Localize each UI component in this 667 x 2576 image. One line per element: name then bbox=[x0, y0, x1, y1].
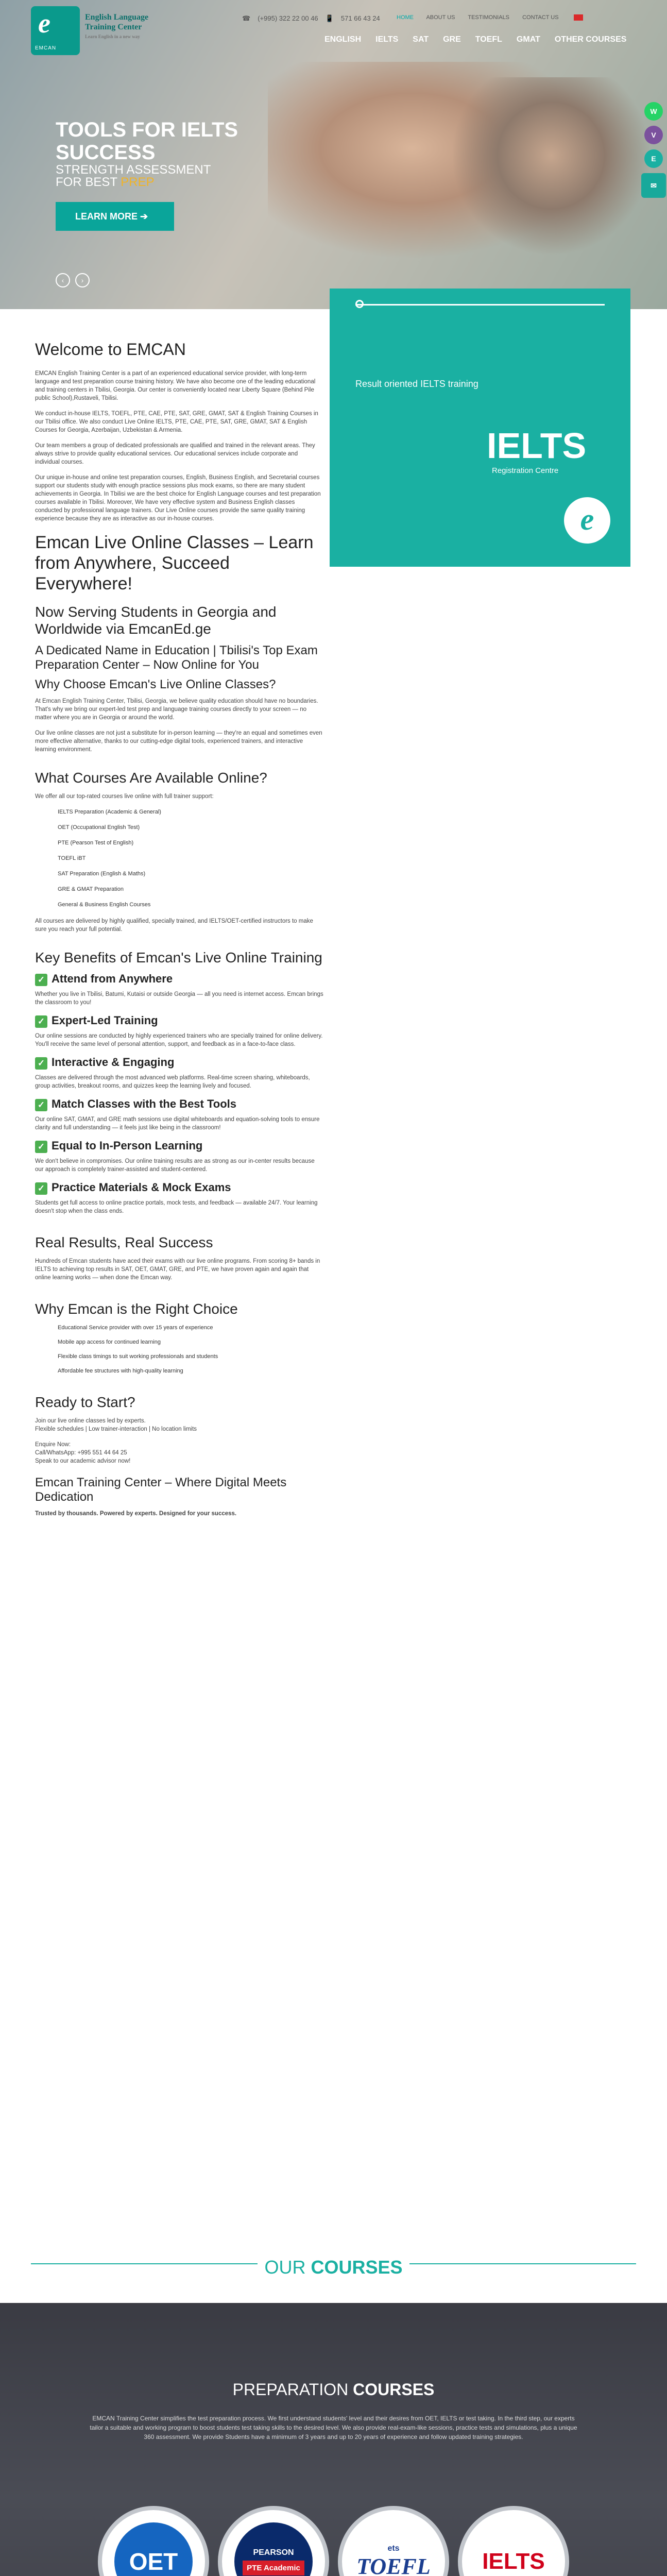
list-item: Affordable fee structures with high-quality learning bbox=[58, 1368, 183, 1374]
contact-phones bbox=[242, 14, 387, 23]
enquire-advisor: Speak to our academic advisor now! bbox=[35, 1458, 131, 1464]
ready-line: Join our live online classes led by experts. bbox=[35, 1418, 146, 1424]
benefit-heading: ✓ Attend from Anywhere bbox=[35, 972, 323, 986]
main-menu bbox=[317, 35, 634, 44]
nav-testimonials[interactable]: TESTIMONIALS bbox=[468, 14, 510, 21]
divider bbox=[31, 2263, 258, 2264]
ready-heading: Ready to Start? bbox=[35, 1394, 135, 1410]
welcome-paragraph-4: Our unique in-house and online test preparation courses, English, Business English, and Secretarial courses support our students study with enough practice sessions plus mock exams, so there are many student achievements in Georgia. In Tbilisi we are the best choice for English Language courses and test preparation courses available in Tbilisi. Moreover, We have very effective system and Business English classes conducted by professional language trainers. Our Live Online courses provide the same quality training experience because they are as interactive as our in-house courses. bbox=[35, 474, 321, 522]
our-courses-title: OUR COURSES bbox=[264, 2257, 403, 2278]
slider-arrows bbox=[56, 273, 95, 287]
menu-english[interactable]: ENGLISH bbox=[324, 35, 362, 44]
courses-intro: We offer all our top-rated courses live online with full trainer support: bbox=[35, 793, 214, 800]
nav-contact-us[interactable]: CONTACT US bbox=[522, 14, 559, 21]
check-icon: ✓ bbox=[35, 974, 47, 986]
menu-gre[interactable]: GRE bbox=[443, 35, 461, 44]
results-text: Hundreds of Emcan students have aced their exams with our live online programs. From scoring 8+ bands in IELTS to achieving top results in SAT, OET, GMAT, GRE, and PTE, we have proven again and again that online learning works — when done the Emcan way. bbox=[35, 1258, 320, 1281]
viber-icon[interactable]: V bbox=[644, 126, 663, 144]
ielts-badge[interactable] bbox=[458, 2506, 569, 2576]
hero-photo-person bbox=[453, 77, 649, 273]
benefit-text: Students get full access to online practice portals, mock tests, and feedback — available 24/7. Your learning doesn't stop when the class ends. bbox=[35, 1200, 318, 1214]
ready-line: Flexible schedules | Low trainer-interaction | No location limits bbox=[35, 1426, 197, 1432]
preparation-courses-section bbox=[0, 2303, 667, 2576]
mail-icon[interactable]: ✉ bbox=[641, 173, 666, 198]
list-item: General & Business English Courses bbox=[58, 902, 151, 908]
nav-about-us[interactable]: ABOUT US bbox=[426, 14, 455, 21]
divider bbox=[409, 2263, 636, 2264]
results-heading: Real Results, Real Success bbox=[35, 1234, 213, 1250]
phone-1[interactable]: (+995) 322 22 00 46 bbox=[258, 14, 318, 22]
benefits-heading: Key Benefits of Emcan's Live Online Training bbox=[35, 950, 322, 965]
learn-more-button[interactable]: LEARN MORE ➔ bbox=[56, 202, 174, 231]
list-item: Flexible class timings to suit working professionals and students bbox=[58, 1353, 218, 1360]
check-icon: ✓ bbox=[35, 1141, 47, 1153]
main-content bbox=[35, 340, 323, 1525]
language-flag-icon[interactable] bbox=[574, 14, 583, 21]
hero-subtitle: STRENGTH ASSESSMENT FOR BEST PREP bbox=[56, 163, 211, 189]
prep-title: PREPARATION COURSES bbox=[232, 2380, 435, 2399]
check-icon: ✓ bbox=[35, 1015, 47, 1028]
benefit-text: Our online sessions are conducted by highly experienced trainers who are specially trained for online delivery. You'll receive the same level of personal attention, support, and feedback as in a face-to-face class. bbox=[35, 1033, 323, 1047]
nav-home[interactable]: HOME bbox=[397, 14, 414, 21]
benefit-heading: ✓ Expert-Led Training bbox=[35, 1014, 323, 1028]
pte-logo: PEARSON PTE Academic bbox=[234, 2522, 313, 2576]
check-icon: ✓ bbox=[35, 1057, 47, 1070]
prep-description: EMCAN Training Center simplifies the test preparation process. We first understand students' level and their desires from OET, IELTS or test taking. In the third step, our experts tailor a suitable and working program to boost students test taking skills to the desired level. We also provide real-exam-like sessions, practice tests and simulations, plus a unique 360 assessment. We provide Students have a minimum of 3 years and up to 20 years of experience and follow updated training strategies. bbox=[90, 2415, 577, 2441]
menu-toefl[interactable]: TOEFL bbox=[475, 35, 502, 44]
list-item: IELTS Preparation (Academic & General) bbox=[58, 809, 161, 815]
welcome-paragraph-2: We conduct in-house IELTS, TOEFL, PTE, CAE, PTE, SAT, GRE, GMAT, SAT & English Training Courses in our Tbilisi office. We also conduct Live Online IELTS, PTE, CAE, PTE, SAT, GRE, GMAT, SAT & English Courses for Georgia, Azerbaijan, Uzbekistan & Armenia. bbox=[35, 411, 318, 433]
slider-next-icon[interactable]: › bbox=[75, 273, 90, 287]
ielts-promo-box bbox=[330, 289, 630, 567]
toefl-logo: ets TOEFL bbox=[354, 2522, 433, 2576]
why-paragraph-1: At Emcan English Training Center, Tbilisi, Georgia, we believe quality education should have no boundaries. That's why we bring our expert-led test prep and language training courses directly to your screen — no matter where you are in Georgia or around the world. bbox=[35, 698, 318, 721]
check-icon: ✓ bbox=[35, 1182, 47, 1195]
benefit-heading: ✓ Match Classes with the Best Tools bbox=[35, 1097, 323, 1111]
mobile-icon: 📱 bbox=[325, 14, 334, 22]
benefit-heading: ✓ Practice Materials & Mock Exams bbox=[35, 1181, 323, 1195]
oet-badge[interactable] bbox=[98, 2506, 209, 2576]
benefit-text: Whether you live in Tbilisi, Batumi, Kutaisi or outside Georgia — all you need is internet access. Emcan brings the classroom to you! bbox=[35, 991, 323, 1006]
list-item: Mobile app access for continued learning bbox=[58, 1339, 161, 1345]
right-choice-heading: Why Emcan is the Right Choice bbox=[35, 1301, 238, 1317]
list-item: TOEFL iBT bbox=[58, 855, 86, 861]
enquire-phone[interactable]: Call/WhatsApp: +995 551 44 64 25 bbox=[35, 1450, 127, 1456]
enquire-label: Enquire Now: bbox=[35, 1442, 71, 1448]
tagline-heading: Emcan Training Center – Where Digital Meets Dedication bbox=[35, 1476, 287, 1504]
courses-available-heading: What Courses Are Available Online? bbox=[35, 770, 267, 786]
benefit-heading: ✓ Equal to In-Person Learning bbox=[35, 1139, 323, 1153]
pte-badge[interactable] bbox=[218, 2506, 329, 2576]
check-icon: ✓ bbox=[35, 1099, 47, 1111]
menu-other-courses[interactable]: OTHER COURSES bbox=[554, 35, 627, 44]
menu-sat[interactable]: SAT bbox=[413, 35, 429, 44]
ielts-registration-centre: Registration Centre bbox=[492, 466, 559, 475]
benefit-text: Our online SAT, GMAT, and GRE math sessions use digital whiteboards and equation-solving tools to ensure clarity and full understanding — it feels just like being in the classroom! bbox=[35, 1116, 320, 1131]
divider bbox=[355, 304, 605, 306]
slider-prev-icon[interactable]: ‹ bbox=[56, 273, 70, 287]
top-nav bbox=[397, 14, 583, 21]
right-choice-list bbox=[58, 1324, 323, 1375]
ielts-logo: IELTS bbox=[487, 426, 587, 466]
timeline-dot-icon bbox=[355, 300, 364, 308]
courses-outro: All courses are delivered by highly qualified, specially trained, and IELTS/OET-certified instructors to make sure you reach your full potential. bbox=[35, 918, 313, 933]
ielts-logo: IELTS bbox=[474, 2522, 553, 2576]
hero-title: TOOLS FOR IELTS SUCCESS bbox=[56, 118, 238, 164]
list-item: Educational Service provider with over 15 years of experience bbox=[58, 1325, 213, 1331]
benefit-text: Classes are delivered through the most advanced web platforms. Real-time screen sharing, whiteboards, group activities, breakout rooms, and quizzes keep the learning lively and focused. bbox=[35, 1075, 310, 1089]
menu-ielts[interactable]: IELTS bbox=[375, 35, 399, 44]
welcome-paragraph-1: EMCAN English Training Center is a part of an experienced educational service provider, with long-term language and test preparation course training history. We have also become one of the leading educational and training centers in Tbilisi, Georgia. Our center is conveniently located near Liberty Square (Behind Pile public School),Rustaveli, Tbilisi. bbox=[35, 370, 316, 401]
ielts-caption: Result oriented IELTS training bbox=[355, 379, 478, 389]
welcome-paragraph-3: Our team members a group of dedicated professionals are qualified and trained in the relevant areas. They always strive to provide quality educational services. Our educational services include corporate and individual courses. bbox=[35, 443, 315, 465]
phone-2[interactable]: 571 66 43 24 bbox=[340, 14, 380, 22]
our-courses-header bbox=[0, 2257, 667, 2278]
toefl-badge[interactable] bbox=[338, 2506, 449, 2576]
courses-list bbox=[58, 808, 323, 909]
benefit-heading: ✓ Interactive & Engaging bbox=[35, 1056, 323, 1070]
tagline-sub: Trusted by thousands. Powered by experts. Designed for your success. bbox=[35, 1511, 237, 1517]
menu-gmat[interactable]: GMAT bbox=[516, 35, 540, 44]
oet-logo: OET bbox=[114, 2522, 193, 2576]
serving-heading: Now Serving Students in Georgia and Worldwide via EmcanEd.ge bbox=[35, 604, 277, 637]
benefit-text: We don't believe in compromises. Our online training results are as strong as our in-center results because our approach is completely trainer-assisted and student-centered. bbox=[35, 1158, 315, 1173]
site-logo[interactable]: e EMCAN bbox=[31, 6, 80, 55]
list-item: SAT Preparation (English & Maths) bbox=[58, 871, 146, 877]
why-choose-heading: Why Choose Emcan's Live Online Classes? bbox=[35, 677, 276, 691]
phone-icon: ☎ bbox=[242, 14, 251, 22]
dedicated-heading: A Dedicated Name in Education | Tbilisi's Top Exam Preparation Center – Now Online for You bbox=[35, 643, 318, 672]
list-item: PTE (Pearson Test of English) bbox=[58, 840, 134, 846]
logo-text: English Language Training Center Learn English in a new way bbox=[85, 13, 149, 39]
emcan-icon[interactable]: E bbox=[644, 149, 663, 168]
list-item: GRE & GMAT Preparation bbox=[58, 886, 124, 892]
whatsapp-icon[interactable]: W bbox=[644, 102, 663, 121]
welcome-title: Welcome to EMCAN bbox=[35, 340, 186, 359]
why-paragraph-2: Our live online classes are not just a substitute for in-person learning — they're an equal and sometimes even more effective alternative, thanks to our cutting-edge digital tools, experienced trainers, and interactive learning environment. bbox=[35, 730, 322, 753]
emcan-e-logo: e bbox=[564, 497, 610, 544]
site-header bbox=[0, 0, 667, 57]
live-online-heading: Emcan Live Online Classes – Learn from Anywhere, Succeed Everywhere! bbox=[35, 533, 314, 594]
list-item: OET (Occupational English Test) bbox=[58, 824, 140, 831]
